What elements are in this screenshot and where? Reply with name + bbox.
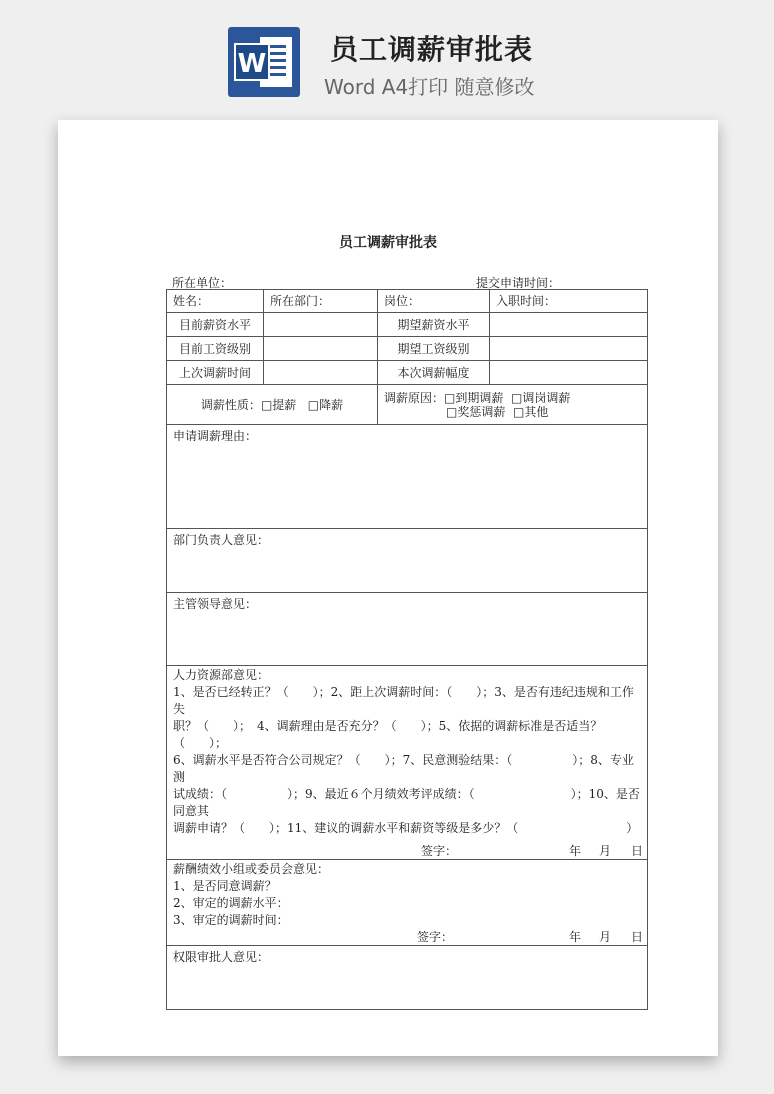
word-icon [228, 27, 300, 97]
banner [0, 0, 774, 110]
authority-label: 权限审批人意见： [173, 950, 270, 964]
reason-label: 调薪原因： [384, 390, 445, 405]
submit-time-label: 提交申请时间： [476, 276, 561, 290]
document-page [58, 120, 718, 1056]
table-row [167, 860, 648, 946]
table-row [167, 666, 648, 860]
hr-month: 月 [599, 844, 612, 858]
hr-question-line: 调薪申请？（ ）；11、建议的调薪水平和薪资等级是多少？（ ） [173, 821, 639, 835]
unit-label: 所在单位： [172, 276, 233, 290]
approval-form-table [166, 289, 648, 1010]
committee-q2: 2、审定的调薪水平： [173, 896, 289, 910]
committee-year: 年 [569, 930, 582, 944]
table-row [167, 290, 648, 313]
expected-grade-label: 期望工资级别 [378, 337, 490, 361]
nature-cut-checkbox[interactable]: □降薪 [307, 397, 344, 412]
expected-salary-label: 期望薪资水平 [378, 313, 490, 337]
apply-reason-label: 申请调薪理由： [173, 429, 258, 443]
hr-signature-row [173, 843, 644, 859]
this-range-field[interactable] [490, 361, 648, 385]
nature-label: 调薪性质： [200, 397, 261, 412]
table-row [167, 337, 648, 361]
dept-label: 所在部门： [264, 290, 378, 313]
apply-reason-section[interactable] [167, 425, 648, 529]
table-row [167, 361, 648, 385]
this-range-label: 本次调薪幅度 [378, 361, 490, 385]
hr-sign-label: 签字： [421, 844, 458, 858]
banner-title: 员工调薪审批表 [330, 33, 534, 66]
dept-head-label: 部门负责人意见： [173, 533, 270, 547]
reason-reward-checkbox[interactable]: □奖惩调薪 [446, 404, 506, 419]
hr-title: 人力资源部意见： [173, 668, 270, 682]
table-row [167, 313, 648, 337]
last-adjust-field[interactable] [264, 361, 378, 385]
committee-q1: 1、是否同意调薪？ [173, 879, 277, 893]
committee-sign-label: 签字： [417, 930, 454, 944]
word-letter: W [234, 43, 270, 81]
hr-section[interactable] [167, 666, 648, 860]
reason-expiry-checkbox[interactable]: □到期调薪 [444, 390, 504, 405]
table-row [167, 385, 648, 425]
last-adjust-label: 上次调薪时间 [167, 361, 264, 385]
committee-q3: 3、审定的调薪时间： [173, 913, 289, 927]
supervisor-label: 主管领导意见： [173, 597, 258, 611]
hr-question-line: 职？（ ）； 4、调薪理由是否充分？（ ）；5、依据的调薪标准是否适当？（ ）； [173, 719, 603, 750]
committee-signature-row [173, 929, 644, 945]
name-label: 姓名： [167, 290, 264, 313]
dept-head-section[interactable] [167, 529, 648, 593]
table-row [167, 425, 648, 529]
table-row [167, 946, 648, 1010]
nature-cell [167, 385, 378, 425]
reason-other-checkbox[interactable]: □其他 [512, 404, 549, 419]
hire-date-label: 入职时间： [490, 290, 648, 313]
hr-question-line: 试成绩：（ ）；9、最近６个月绩效考评成绩：（ ）；10、是否同意其 [173, 787, 640, 818]
committee-section[interactable] [167, 860, 648, 946]
hr-year: 年 [569, 844, 582, 858]
supervisor-section[interactable] [167, 593, 648, 666]
current-grade-field[interactable] [264, 337, 378, 361]
reason-cell [378, 385, 648, 425]
committee-title: 薪酬绩效小组或委员会意见： [173, 862, 330, 876]
reason-transfer-checkbox[interactable]: □调岗调薪 [511, 390, 571, 405]
hr-question-line: 1、是否已经转正？（ ）；2、距上次调薪时间：（ ）；3、是否有违纪违规和工作失 [173, 685, 634, 716]
committee-day: 日 [631, 930, 644, 944]
current-grade-label: 目前工资级别 [167, 337, 264, 361]
position-label: 岗位： [378, 290, 490, 313]
table-row [167, 529, 648, 593]
hr-day: 日 [631, 844, 644, 858]
current-salary-field[interactable] [264, 313, 378, 337]
expected-salary-field[interactable] [490, 313, 648, 337]
watermark [89, 471, 115, 499]
expected-grade-field[interactable] [490, 337, 648, 361]
banner-subtitle: Word A4打印 随意修改 [324, 75, 535, 99]
hr-question-line: 6、调薪水平是否符合公司规定？（ ）；7、民意测验结果：（ ）；8、专业测 [173, 753, 634, 784]
authority-section[interactable] [167, 946, 648, 1010]
table-row [167, 593, 648, 666]
committee-month: 月 [599, 930, 612, 944]
current-salary-label: 目前薪资水平 [167, 313, 264, 337]
form-title: 员工调薪审批表 [339, 235, 437, 251]
nature-raise-checkbox[interactable]: □提薪 [260, 397, 297, 412]
